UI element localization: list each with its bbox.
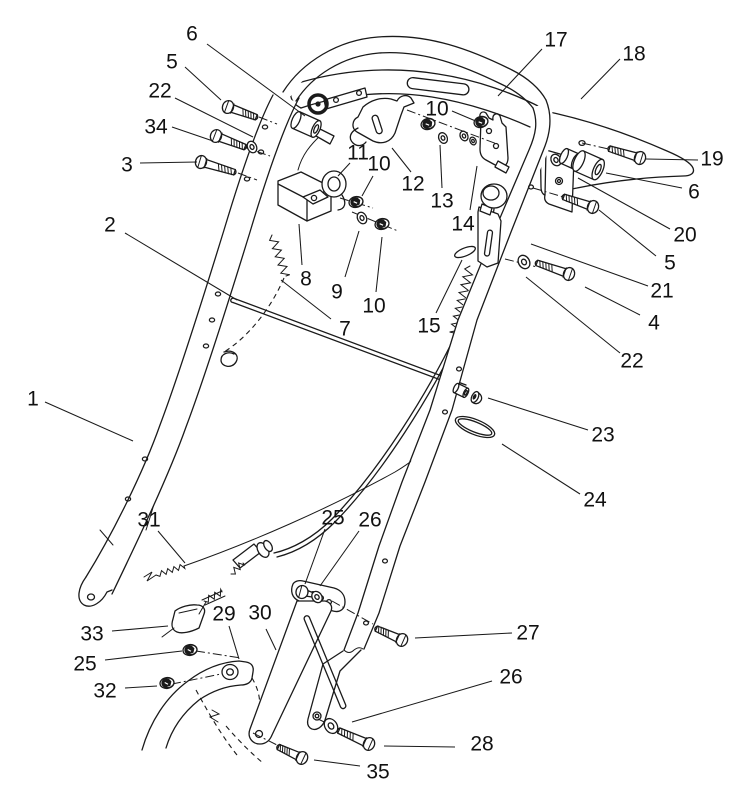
callout-leader-10 — [452, 111, 478, 122]
part-washer-icon — [469, 136, 478, 146]
callout-leader-4 — [585, 287, 640, 315]
cable-curl — [221, 351, 237, 366]
part-oval-icon — [453, 244, 476, 260]
coil-sections-layer — [156, 235, 473, 602]
callout-label-6: 6 — [186, 22, 198, 46]
callout-leader-5 — [185, 67, 221, 100]
callout-label-11: 11 — [347, 141, 369, 165]
callout-leader-34 — [172, 127, 213, 141]
callout-label-21: 21 — [650, 279, 674, 303]
end-plate-hole-inner — [315, 714, 319, 718]
callout-leader-25 — [305, 529, 325, 584]
callout-label-24: 24 — [583, 488, 607, 512]
spring-hook — [210, 710, 219, 722]
callout-label-35: 35 — [366, 760, 390, 784]
part-washer-icon — [222, 665, 238, 680]
callout-label-19: 19 — [700, 147, 724, 171]
part-domenut-icon — [469, 390, 483, 405]
callout-leader-24 — [502, 444, 580, 494]
callout-label-32: 32 — [93, 679, 117, 703]
coil-cable-section — [270, 235, 290, 276]
callout-label-7: 7 — [339, 317, 351, 341]
callout-label-23: 23 — [591, 423, 615, 447]
callout-label-5: 5 — [664, 251, 676, 275]
end-plate-hole — [313, 712, 321, 720]
callout-label-3: 3 — [121, 153, 133, 177]
part-screw-icon — [221, 99, 260, 124]
callout-leader-23 — [488, 398, 588, 430]
callout-leader-30 — [266, 629, 276, 650]
callout-label-15: 15 — [417, 314, 441, 338]
cross-rod — [233, 298, 466, 385]
cable-wire-tip — [144, 572, 156, 581]
callout-label-33: 33 — [80, 622, 104, 646]
callout-label-31: 31 — [137, 508, 161, 532]
callout-leader-18 — [581, 59, 620, 99]
callout-label-9: 9 — [331, 280, 343, 304]
callout-leader-10 — [362, 176, 373, 196]
cable-hidden-run — [224, 278, 284, 352]
callout-leader-25 — [105, 651, 182, 660]
callout-label-26: 26 — [499, 665, 523, 689]
coil-cable-section — [204, 589, 222, 602]
callout-leader-31 — [158, 531, 185, 563]
cross-rod-cap — [231, 298, 233, 303]
callout-label-6: 6 — [688, 180, 700, 204]
part-washer-icon — [516, 253, 533, 271]
phantom-cable-1 — [196, 690, 237, 755]
part-nut-icon — [374, 217, 390, 230]
callout-label-20: 20 — [673, 223, 697, 247]
callout-leader-27 — [415, 633, 512, 638]
top-bar-mask — [285, 38, 544, 100]
part-nut-icon — [348, 195, 364, 208]
lever-plate — [478, 207, 501, 267]
callout-label-10: 10 — [425, 97, 449, 121]
part-washer-icon — [458, 130, 469, 142]
part-screw-icon — [274, 740, 309, 766]
clamp-ring — [322, 171, 346, 197]
part-screw-icon — [194, 154, 238, 179]
callout-leader-1 — [45, 402, 133, 441]
callout-leader-14 — [470, 166, 477, 210]
callout-leader-12 — [392, 148, 411, 172]
cable-spade-end — [172, 605, 205, 633]
callout-label-1: 1 — [27, 387, 39, 411]
part-nut-icon — [159, 677, 174, 690]
panel-recess — [407, 77, 470, 95]
callout-leader-32 — [125, 686, 157, 688]
callout-leader-10 — [376, 237, 382, 292]
callout-label-10: 10 — [367, 152, 391, 176]
blade-hole — [88, 594, 95, 600]
callout-label-25: 25 — [73, 652, 97, 676]
callout-label-30: 30 — [248, 601, 272, 625]
cable-spade-tip — [162, 628, 174, 637]
part-screw-icon — [335, 724, 377, 752]
callout-label-12: 12 — [401, 172, 425, 196]
part-loop-icon — [453, 412, 498, 442]
callout-label-29: 29 — [212, 602, 236, 626]
callout-label-27: 27 — [516, 621, 540, 645]
callout-leader-11 — [338, 163, 350, 176]
part-washer-icon — [355, 211, 368, 226]
callout-label-8: 8 — [300, 267, 312, 291]
part-washer-icon — [437, 131, 449, 145]
callout-leader-9 — [345, 231, 359, 277]
callout-leader-29 — [229, 626, 239, 659]
clamp-tail — [338, 195, 345, 210]
callout-label-28: 28 — [470, 732, 494, 756]
coil-cable-section — [156, 565, 185, 577]
callout-label-10: 10 — [362, 294, 386, 318]
callout-leader-26 — [352, 681, 492, 722]
callout-label-2: 2 — [104, 213, 116, 237]
callout-label-18: 18 — [622, 42, 646, 66]
callout-label-26: 26 — [358, 508, 382, 532]
callout-leader-33 — [112, 626, 168, 631]
callout-leader-35 — [314, 760, 360, 766]
callout-label-4: 4 — [648, 311, 660, 335]
callout-leader-8 — [299, 224, 302, 265]
fasteners-layer — [159, 95, 647, 766]
callout-leader-26 — [320, 531, 359, 586]
callout-label-22: 22 — [148, 79, 172, 103]
part-knob-icon — [481, 184, 507, 208]
callout-label-5: 5 — [166, 50, 178, 74]
callout-label-14: 14 — [451, 212, 475, 236]
part-screw-icon — [533, 256, 576, 282]
callout-label-22: 22 — [620, 349, 644, 373]
part-nut-icon — [182, 644, 197, 657]
latch-bracket — [353, 96, 414, 143]
right-tube-mask — [354, 105, 544, 648]
callout-leader-3 — [140, 162, 197, 163]
callout-leader-22 — [526, 277, 620, 353]
callout-leader-28 — [384, 746, 455, 747]
callout-label-25: 25 — [321, 506, 345, 530]
callout-label-34: 34 — [144, 115, 168, 139]
callout-label-13: 13 — [430, 189, 454, 213]
callout-leader-15 — [436, 260, 462, 313]
part-screw-icon — [372, 622, 409, 648]
callout-leader-13 — [440, 145, 442, 188]
callout-label-17: 17 — [544, 28, 568, 52]
